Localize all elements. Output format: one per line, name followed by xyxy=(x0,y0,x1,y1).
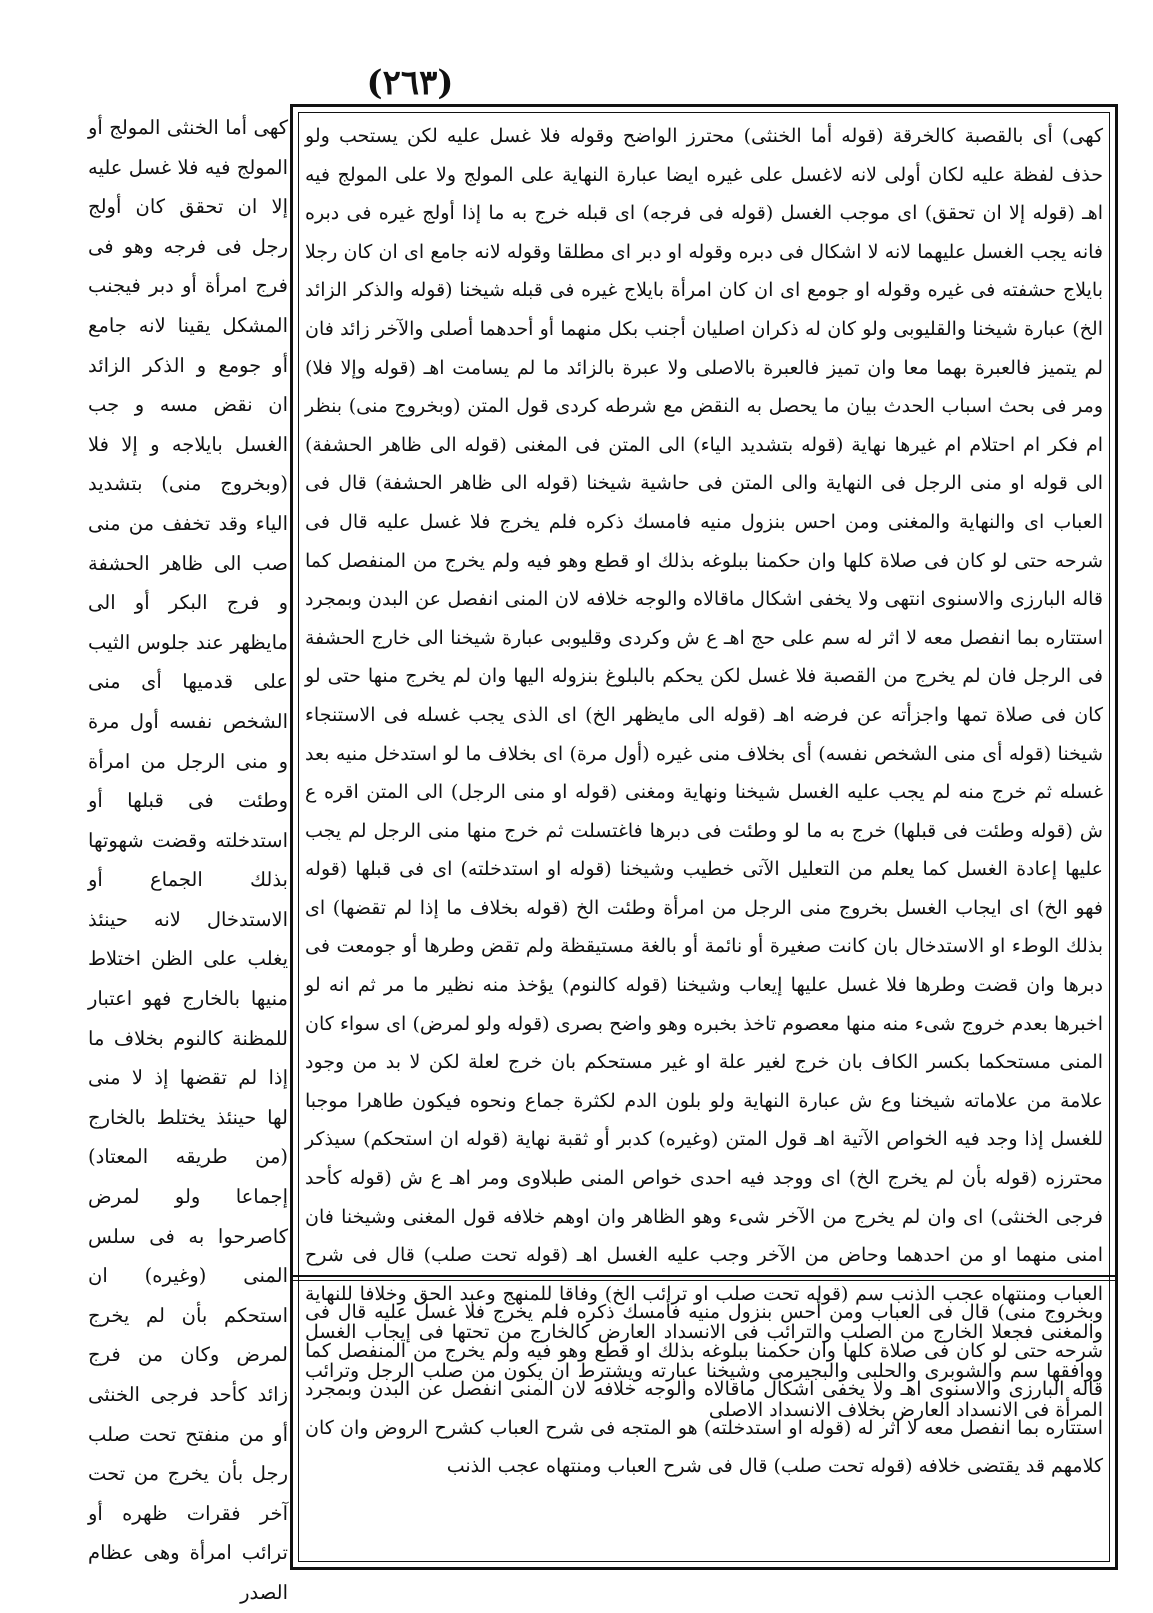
commentary-frame xyxy=(290,104,1118,1570)
margin-text-column xyxy=(88,108,288,1604)
lower-commentary-text: وبخروج منى) قال فى العباب ومن أحس بنزول منيه فأمسك ذكره فلم يخرج فلا غسل عليه قال فى شرحه حتى لو كان فى صلاة كلها وان حكمنا ببلوغه بذلك او قطع وهو فيه ولم يخرج من المنفصل كما قاله البارزى والاسنوى اهـ ولا يخفى اشكال ماقالاه والوجه خلافه لان المنى انفصل عن البدن وبمجرد استتاره بما انفصل معه لا اثر له (قوله او استدخلته) هو المتجه فى شرح العباب كشرح الروض وان كان كلامهم قد يقتضى خلافه (قوله تحت صلب) قال فى شرح العباب ومنتهاه عجب الذنب xyxy=(305,1301,1103,1478)
lower-commentary xyxy=(305,1293,1103,1555)
upper-commentary-text: كهى) أى بالقصبة كالخرقة (قوله أما الخنثى) محترز الواضح وقوله فلا غسل عليه لكن يستحب ولو حذف لفظة عليه لكان أولى لانه لاغسل على غيره ايضا عبارة النهاية على المولج ولا على المولج فيه اهـ (قوله إلا ان تحقق) اى موجب الغسل (قوله فى فرجه) اى قبله خرج به ما إذا أولج غيره فى دبره فانه يجب الغسل عليهما لانه لا اشكال فى دبره وقوله او دبر اى مطلقا وقوله لانه جامع اى ان كان رجلا بايلاج حشفته فى غيره وقوله او جومع اى ان كان امرأة بايلاج غيره فى قبله شيخنا (قوله والذكر الزائد الخ) عبارة شيخنا والقليوبى ولو كان له ذكران اصليان أجنب بكل منهما أو أحدهما أصلى والآخر زائد فان لم يتميز فالعبرة بهما معا وان تميز فالعبرة بالاصلى ولا عبرة بالزائد ما لم يسامت اهـ (قوله وإلا فلا) ومر فى بحث اسباب الحدث بيان ما يحصل به النقض مع شرطه كردى قول المتن (وبخروج منى) بنظر ام فكر ام احتلام ام غيرها نهاية (قوله بتشديد الياء) الى المتن فى المغنى (قوله الى ظاهر الحشفة) الى قوله او منى الرجل فى النهاية والى المتن فى حاشية شيخنا (قوله الى ظاهر الحشفة) قال فى العباب اى والنهاية والمغنى ومن احس بنزول منيه فامسك ذكره فلم يخرج فلا غسل عليه قال فى شرحه حتى لو كان فى صلاة كلها وان حكمنا ببلوغه بذلك او قطع وهو فيه ولم يخرج من المنفصل كما قاله البارزى والاسنوى انتهى ولا يخفى اشكال ماقالاه والوجه خلافه لان المنى انفصل عن البدن وبمجرد استتاره بما انفصل معه لا اثر له سم على حج اهـ ع ش وكردى وقليوبى عبارة شيخنا الى خارج الحشفة فى الرجل فان لم يخرج من القصبة فلا غسل لكن يحكم بالبلوغ بنزوله اليها وان لم يخرج منها حتى لو كان فى صلاة تمها واجزأته عن فرضه اهـ (قوله الى مايظهر الخ) اى الذى يجب غسله فى الاستنجاء شيخنا (قوله أى منى الشخص نفسه) أى بخلاف منى غيره (أول مرة) اى بخلاف ما لو استدخل منيه بعد غسله ثم خرج منه لم يجب عليه الغسل شيخنا ونهاية ومغنى (قوله او منى الرجل) الى المتن اقره ع ش (قوله وطئت فى قبلها) خرج به ما لو وطئت فى دبرها فاغتسلت ثم خرج منها منى الرجل لم يجب عليها إعادة الغسل كما يعلم من التعليل الآتى خطيب وشيخنا (قوله او استدخلته) اى فى قبلها (قوله فهو الخ) اى ايجاب الغسل بخروج منى الرجل من امرأة وطئت الخ (قوله بخلاف ما إذا لم تقضها) اى بذلك الوطء او الاستدخال بان كانت صغيرة أو نائمة أو بالغة مستيقظة ولم تقض وطرها أو جومعت فى دبرها وان قضت وطرها فلا غسل عليها إيعاب وشيخنا (قوله كالنوم) يؤخذ منه نظير ما مر ثم انه لو اخبرها بعدم خروج شىء منه منها معصوم تاخذ بخبره وهو واضح بصرى (قوله ولو لمرض) اى سواء كان المنى مستحكما بكسر الكاف بان خرج لغير علة او غير مستحكم بان خرج لعلة لكن لا بد من وجود علامة من علاماته شيخنا وع ش عبارة النهاية ولو بلون الدم لكثرة جماع ونحوه فيكون طاهرا موجبا للغسل إذا وجد فيه الخواص الآتية اهـ قول المتن (وغيره) كدبر أو ثقبة نهاية (قوله ان استحكم) سيذكر محترزه (قوله بأن لم يخرج الخ) اى ووجد فيه احدى خواص المنى طبلاوى ومر اهـ ع ش (قوله كأحد فرجى الخنثى) اى وان لم يخرج من الآخر شىء وهو الظاهر وان اوهم خلافه قول المغنى وشيخنا فان امنى منهما او من احدهما وحاض من الآخر وجب عليه الغسل اهـ (قوله تحت صلب) قال فى شرح العباب ومنتهاه عجب الذنب سم (قوله تحت صلب او ترائب الخ) وفاقا للمنهج وعبد الحق وخلافا للنهاية والمغنى فجعلا الخارج من الصلب والترائب فى الانسداد العارض كالخارج من تحتها فى إيجاب الغسل ووافقها سم والشوبرى والحلبى والبجيرمى وشيخنا عبارته ويشترط ان يكون من صلب الرجل وترائب المرأة فى الانسداد العارض بخلاف الانسداد الاصلى xyxy=(305,125,1103,1421)
section-divider-thin xyxy=(293,1280,1115,1281)
page-number: (٢٦٣) xyxy=(366,63,454,103)
section-divider xyxy=(293,1275,1115,1277)
margin-text: كهى أما الخنثى المولج أو المولج فيه فلا غسل عليه إلا ان تحقق كان أولج رجل فى فرجه وهو فى فرج امرأة أو دبر فيجنب المشكل يقينا لانه جامع أو جومع و الذكر الزائد ان نقض مسه و جب الغسل بايلاجه و إلا فلا (وبخروج منى) بتشديد الياء وقد تخفف من منى صب الى ظاهر الحشفة و فرج البكر أو الى مايظهر عند جلوس الثيب على قدميها أى منى الشخص نفسه أول مرة و منى الرجل من امرأة وطئت فى قبلها أو استدخلته وقضت شهوتها بذلك الجماع أو الاستدخال لانه حينئذ يغلب على الظن اختلاط منيها بالخارج فهو اعتبار للمظنة كالنوم بخلاف ما إذا لم تقضها إذ لا منى لها حينئذ يختلط بالخارج (من طريقه المعتاد) إجماعا ولو لمرض كاصرحوا به فى سلس المنى (وغيره) ان استحكم بأن لم يخرج لمرض وكان من فرج زائد كأحد فرجى الخنثى أو من منفتح تحت صلب رجل بأن يخرج من تحت آخر فقرات ظهره أو ترائب امرأة وهى عظام الصدر xyxy=(88,116,288,1604)
